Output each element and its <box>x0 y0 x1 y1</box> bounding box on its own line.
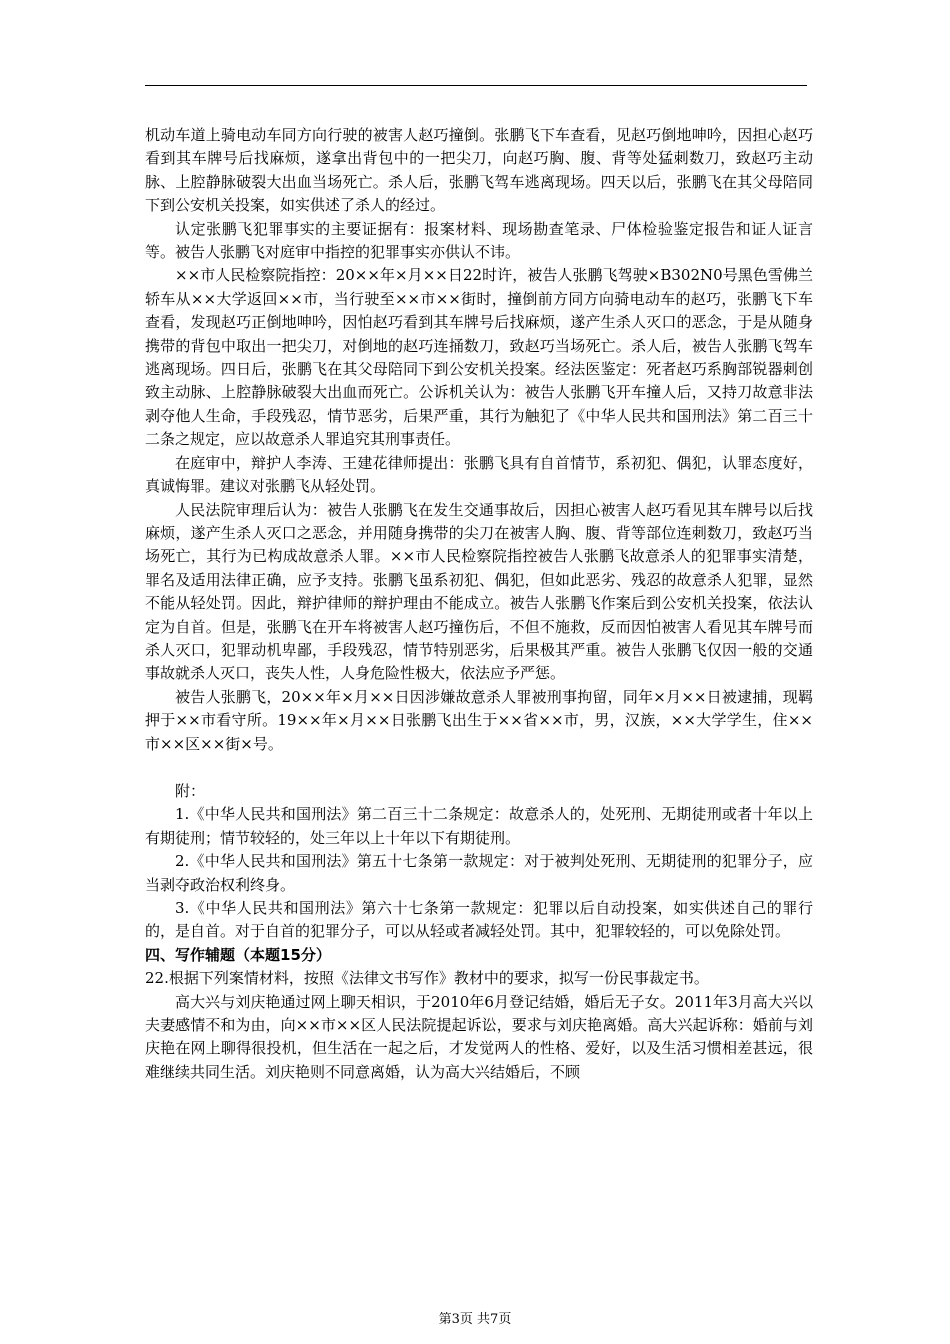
section-heading: 四、写作辅题（本题15分） <box>145 945 331 964</box>
appendix-item: 2.《中华人民共和国刑法》第五十七条第一款规定：对于被判处死刑、无期徒刑的犯罪分子，应当剥夺政治权利终身。 <box>145 852 813 894</box>
paragraph-prosecution: ××市人民检察院指控：20××年×月××日22时许，被告人张鹏飞驾驶×B302N0号黑色雪佛兰轿车从××大学返回××市，当行驶至××市××街时，撞倒前方同方向骑电动车的赵巧，张鹏飞下车查看，发现赵巧正倒地呻吟，因怕赵巧看到其车牌号后找麻烦，遂产生杀人灭口的恶念，于是从随身携带的背包中取出一把尖刀，对倒地的赵巧连捅数刀，致赵巧当场死亡。杀人后，被告人张鹏飞驾车逃离现场。四日后，张鹏飞在其父母陪同下到公安机关投案。经法医鉴定：死者赵巧系胸部锐器刺创致主动脉、上腔静脉破裂大出血而死亡。公诉机关认为：被告人张鹏飞开车撞人后，又持刀故意非法剥夺他人生命，手段残忍，情节恶劣，后果严重，其行为触犯了《中华人民共和国刑法》第二百三十二条之规定，应以故意杀人罪追究其刑事责任。 <box>145 266 813 449</box>
question-prompt: 22.根据下列案情材料，按照《法律文书写作》教材中的要求，拟写一份民事裁定书。 <box>145 969 709 988</box>
header-rule <box>145 85 807 86</box>
paragraph-defendant-info: 被告人张鹏飞，20××年×月××日因涉嫌故意杀人罪被刑事拘留，同年×月××日被逮捕，现羁押于××市看守所。19××年×月××日张鹏飞出生于××省××市，男，汉族，××大学学生，住××市××区××街×号。 <box>145 687 813 753</box>
appendix-item: 1.《中华人民共和国刑法》第二百三十二条规定：故意杀人的，处死刑、无期徒刑或者十年以上有期徒刑；情节较轻的，处三年以上十年以下有期徒刑。 <box>145 805 813 847</box>
appendix-label: 附： <box>175 781 206 800</box>
spacer <box>145 756 813 780</box>
case-material: 高大兴与刘庆艳通过网上聊天相识，于2010年6月登记结婚，婚后无子女。2011年3月高大兴以夫妻感情不和为由，向××市××区人民法院提起诉讼，要求与刘庆艳离婚。高大兴起诉称：婚前与刘庆艳在网上聊得很投机，但生活在一起之后，才发觉两人的性格、爱好，以及生活习惯相差甚远，很难继续共同生活。刘庆艳则不同意离婚，认为高大兴结婚后，不顾 <box>145 992 813 1081</box>
paragraph-court-opinion: 人民法院审理后认为：被告人张鹏飞在发生交通事故后，因担心被害人赵巧看见其车牌号以后找麻烦，遂产生杀人灭口之恶念，并用随身携带的尖刀在被害人胸、腹、背等部位连刺数刀，致赵巧当场死亡，其行为已构成故意杀人罪。××市人民检察院指控被告人张鹏飞故意杀人的犯罪事实清楚，罪名及适用法律正确，应予支持。张鹏飞虽系初犯、偶犯，但如此恶劣、残忍的故意杀人犯罪，显然不能从轻处罚。因此，辩护律师的辩护理由不能成立。被告人张鹏飞作案后到公安机关投案，依法认定为自首。但是，张鹏飞在开车将被害人赵巧撞伤后，不但不施救，反而因怕被害人看见其车牌号而杀人灭口，犯罪动机卑鄙，手段残忍，情节特别恶劣，后果极其严重。被告人张鹏飞仅因一般的交通事故就杀人灭口，丧失人性，人身危险性极大，依法应予严惩。 <box>145 500 813 683</box>
paragraph-defense: 在庭审中，辩护人李涛、王建花律师提出：张鹏飞具有自首情节，系初犯、偶犯，认罪态度好，真诚悔罪。建议对张鹏飞从轻处罚。 <box>145 453 813 496</box>
page-number: 第3页 共7页 <box>438 1312 512 1327</box>
document-body <box>145 124 813 1084</box>
paragraph-evidence: 认定张鹏飞犯罪事实的主要证据有：报案材料、现场勘查笔录、尸体检验鉴定报告和证人证言等。被告人张鹏飞对庭审中指控的犯罪事实亦供认不讳。 <box>145 219 813 262</box>
paragraph-continuation: 机动车道上骑电动车同方向行驶的被害人赵巧撞倒。张鹏飞下车查看，见赵巧倒地呻吟，因担心赵巧看到其车牌号后找麻烦，遂拿出背包中的一把尖刀，向赵巧胸、腹、背等处猛刺数刀，致赵巧主动脉、上腔静脉破裂大出血当场死亡。杀人后，张鹏飞驾车逃离现场。四天以后，张鹏飞在其父母陪同下到公安机关投案，如实供述了杀人的经过。 <box>145 126 813 215</box>
appendix-item: 3.《中华人民共和国刑法》第六十七条第一款规定：犯罪以后自动投案，如实供述自己的罪行的，是自首。对于自首的犯罪分子，可以从轻或者减轻处罚。其中，犯罪较轻的，可以免除处罚。 <box>145 899 813 941</box>
